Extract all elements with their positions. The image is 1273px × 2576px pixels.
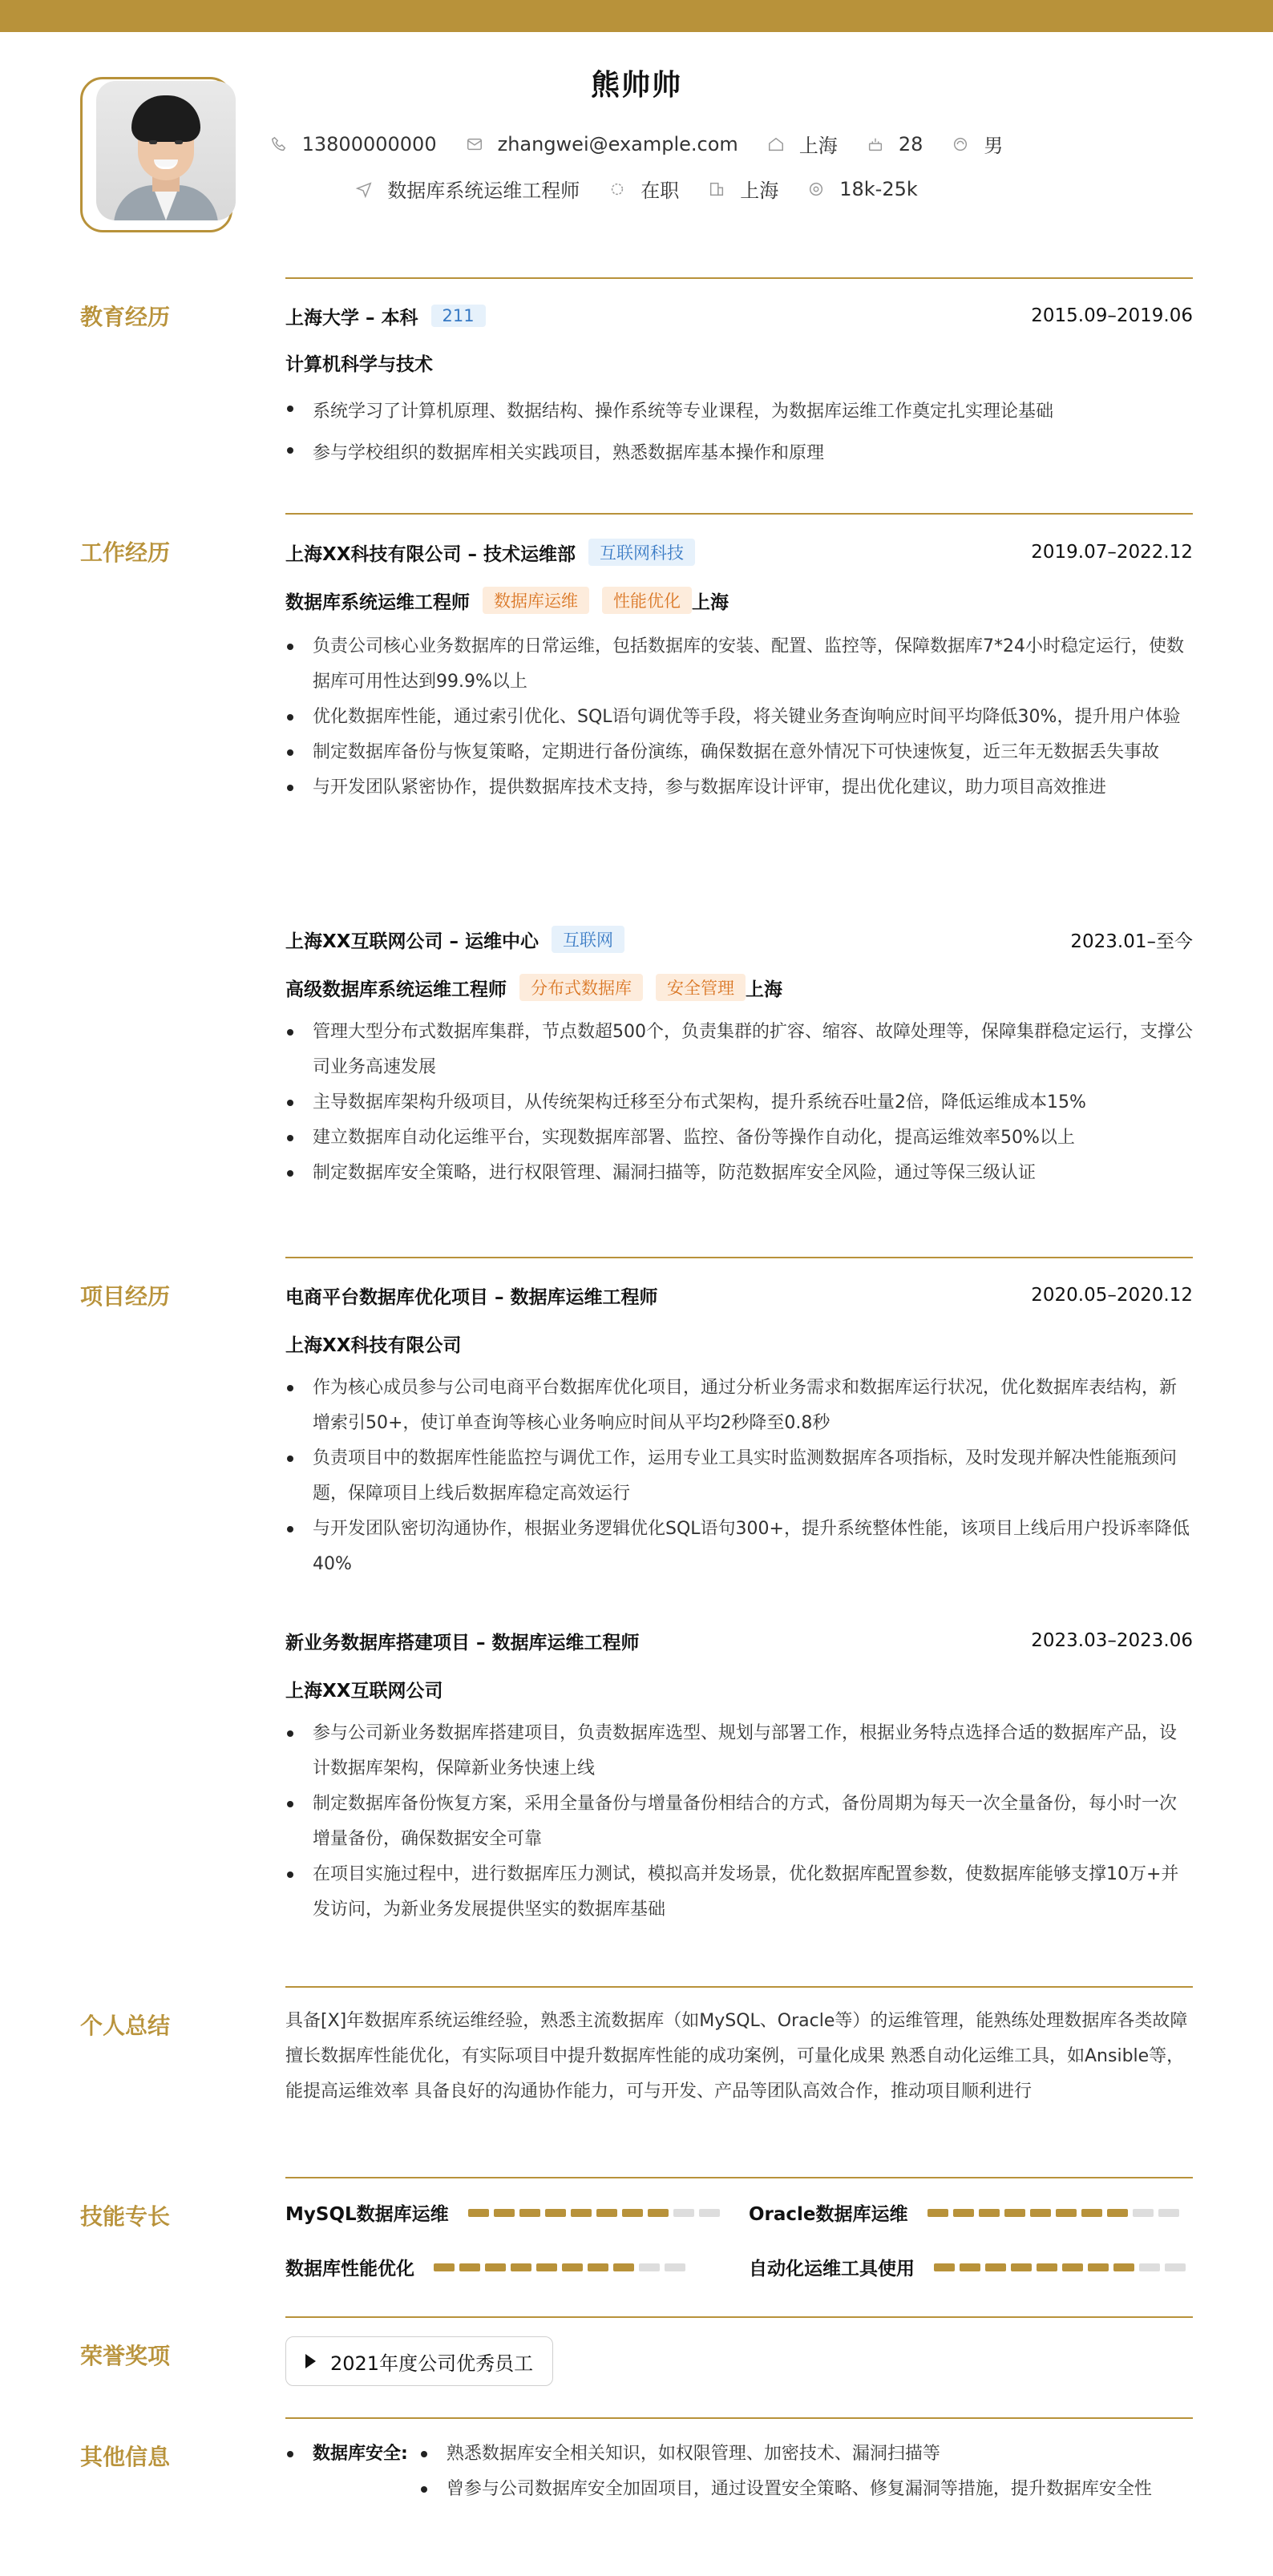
projects-title: 项目经历 bbox=[80, 1283, 171, 1310]
email-text: zhangwei@example.com bbox=[497, 132, 738, 155]
job-location: 上海 bbox=[746, 979, 782, 1000]
skill-seg-filled bbox=[1062, 2263, 1083, 2271]
job-entry bbox=[285, 538, 1193, 806]
age-text: 28 bbox=[898, 132, 923, 155]
project-company: 上海XX科技有限公司 bbox=[285, 1334, 462, 1356]
job-intent-row bbox=[0, 175, 1273, 203]
job-company: 上海XX互联网公司 – 运维中心 bbox=[285, 931, 539, 952]
list-item: 制定数据库安全策略，进行权限管理、漏洞扫描等，防范数据库安全风险，通过等保三级认证 bbox=[285, 1156, 1193, 1191]
play-triangle-icon bbox=[305, 2354, 316, 2368]
education-date: 2015.09–2019.06 bbox=[1031, 305, 1193, 326]
job-date: 2019.07–2022.12 bbox=[1031, 542, 1193, 563]
job-tag: 数据库运维 bbox=[483, 587, 589, 614]
skill-seg-filled bbox=[485, 2263, 506, 2271]
skill-seg-filled bbox=[1107, 2209, 1128, 2217]
status-icon bbox=[608, 180, 626, 198]
award-text: 2021年度公司优秀员工 bbox=[330, 2352, 534, 2375]
education-divider bbox=[285, 277, 1193, 279]
building-icon bbox=[708, 180, 725, 198]
skill-item bbox=[285, 2254, 690, 2280]
skill-seg-filled bbox=[985, 2263, 1006, 2271]
other-title: 其他信息 bbox=[80, 2444, 171, 2470]
list-item: 负责项目中的数据库性能监控与调优工作，运用专业工具实时监测数据库各项指标，及时发现并解决性能瓶颈问题，保障项目上线后数据库稳定高效运行 bbox=[285, 1441, 1193, 1512]
skill-seg-filled bbox=[1113, 2263, 1134, 2271]
phone-text: 13800000000 bbox=[301, 132, 437, 155]
projects-divider bbox=[285, 1257, 1193, 1258]
skill-seg-filled bbox=[459, 2263, 480, 2271]
skill-seg-filled bbox=[648, 2209, 669, 2217]
school-tag: 211 bbox=[431, 305, 486, 327]
list-item: 制定数据库备份恢复方案，采用全量备份与增量备份相结合的方式，备份周期为每天一次全量备份，每小时一次增量备份，确保数据安全可靠 bbox=[285, 1787, 1193, 1857]
skill-seg-filled bbox=[927, 2209, 948, 2217]
skill-name: MySQL数据库运维 bbox=[285, 2204, 449, 2225]
city-text: 上海 bbox=[798, 135, 838, 157]
skills-title: 技能专长 bbox=[80, 2203, 171, 2230]
other-divider bbox=[285, 2417, 1193, 2419]
list-item: 熟悉数据库安全相关知识，如权限管理、加密技术、漏洞扫描等 bbox=[419, 2437, 1193, 2472]
job-role: 数据库系统运维工程师 bbox=[285, 592, 470, 613]
skill-seg-filled bbox=[1037, 2263, 1057, 2271]
skill-seg-empty bbox=[1165, 2263, 1186, 2271]
skill-seg-empty bbox=[699, 2209, 720, 2217]
skill-seg-empty bbox=[1139, 2263, 1160, 2271]
job-date: 2023.01–至今 bbox=[1070, 931, 1193, 952]
skill-seg-filled bbox=[1056, 2209, 1077, 2217]
job-role: 高级数据库系统运维工程师 bbox=[285, 979, 507, 1000]
list-item: 系统学习了计算机原理、数据结构、操作系统等专业课程，为数据库运维工作奠定扎实理论基础 bbox=[285, 391, 1193, 433]
major-name: 计算机科学与技术 bbox=[285, 353, 433, 375]
project-date: 2023.03–2023.06 bbox=[1031, 1630, 1193, 1651]
skill-seg-empty bbox=[639, 2263, 660, 2271]
school-name: 上海大学 – 本科 bbox=[285, 307, 418, 329]
position-text: 数据库系统运维工程师 bbox=[387, 180, 580, 202]
list-item: 主导数据库架构升级项目，从传统架构迁移至分布式架构，提升系统吞吐量2倍，降低运维成本15% bbox=[285, 1085, 1193, 1120]
skill-seg-filled bbox=[1030, 2209, 1051, 2217]
skill-seg-filled bbox=[562, 2263, 583, 2271]
skill-name: 自动化运维工具使用 bbox=[749, 2259, 915, 2279]
list-item: 优化数据库性能，通过索引优化、SQL语句调优等手段，将关键业务查询响应时间平均降低30%，提升用户体验 bbox=[285, 700, 1193, 735]
skill-seg-filled bbox=[622, 2209, 643, 2217]
gender-text: 男 bbox=[984, 135, 1004, 157]
job-entry bbox=[285, 925, 1193, 1191]
honors-title: 荣誉奖项 bbox=[80, 2343, 171, 2369]
skill-seg-filled bbox=[468, 2209, 489, 2217]
skill-seg-filled bbox=[1081, 2209, 1102, 2217]
skill-seg-filled bbox=[571, 2209, 592, 2217]
home-icon bbox=[767, 135, 785, 153]
work-title: 工作经历 bbox=[80, 539, 171, 566]
skill-name: 数据库性能优化 bbox=[285, 2259, 414, 2279]
work-city-text: 上海 bbox=[740, 180, 779, 202]
skill-seg-filled bbox=[1088, 2263, 1109, 2271]
list-item: 与开发团队密切沟通协作，根据业务逻辑优化SQL语句300+，提升系统整体性能，该项目上线后用户投诉率降低40% bbox=[285, 1512, 1193, 1582]
award-badge bbox=[285, 2336, 553, 2386]
list-item: 与开发团队紧密协作，提供数据库技术支持，参与数据库设计评审，提出优化建议，助力项目高效推进 bbox=[285, 770, 1193, 806]
skill-seg-filled bbox=[536, 2263, 557, 2271]
summary-divider bbox=[285, 1986, 1193, 1988]
job-location: 上海 bbox=[692, 592, 729, 613]
send-icon bbox=[355, 180, 373, 198]
list-item: 制定数据库备份与恢复策略，定期进行备份演练，确保数据在意外情况下可快速恢复，近三年无数据丢失事故 bbox=[285, 735, 1193, 770]
skill-seg-filled bbox=[588, 2263, 608, 2271]
skill-seg-empty bbox=[665, 2263, 685, 2271]
skill-level-bar bbox=[927, 2209, 1184, 2217]
list-item: 参与学校组织的数据库相关实践项目，熟悉数据库基本操作和原理 bbox=[285, 433, 1193, 474]
list-item: 作为核心成员参与公司电商平台数据库优化项目，通过分析业务需求和数据库运行状况，优化数据库表结构，新增索引50+，使订单查询等核心业务响应时间从平均2秒降至0.8秒 bbox=[285, 1371, 1193, 1441]
skill-seg-filled bbox=[613, 2263, 634, 2271]
status-text: 在职 bbox=[641, 180, 680, 202]
skill-item bbox=[749, 2254, 1190, 2280]
skills-divider bbox=[285, 2177, 1193, 2178]
skill-seg-empty bbox=[1158, 2209, 1179, 2217]
job-company: 上海XX科技有限公司 – 技术运维部 bbox=[285, 543, 576, 565]
salary-text: 18k-25k bbox=[839, 177, 918, 200]
other-label: 数据库安全: bbox=[313, 2444, 408, 2464]
honors-divider bbox=[285, 2316, 1193, 2318]
job-industry-tag: 互联网 bbox=[552, 926, 624, 953]
phone-icon bbox=[270, 135, 288, 153]
skill-seg-filled bbox=[979, 2209, 1000, 2217]
list-item: 负责公司核心业务数据库的日常运维，包括数据库的安装、配置、监控等，保障数据库7*24小时稳定运行，使数据库可用性达到99.9%以上 bbox=[285, 629, 1193, 700]
skill-seg-filled bbox=[953, 2209, 974, 2217]
mail-icon bbox=[466, 135, 483, 153]
salary-icon bbox=[807, 180, 825, 198]
skill-item bbox=[285, 2199, 725, 2226]
list-item: 曾参与公司数据库安全加固项目，通过设置安全策略、修复漏洞等措施，提升数据库安全性 bbox=[419, 2472, 1193, 2507]
summary-text: 具备[X]年数据库系统运维经验，熟悉主流数据库（如MySQL、Oracle等）的运维管理，能熟练处理数据库各类故障 擅长数据库性能优化，有实际项目中提升数据库性能的成功案例，可量化成果 熟悉自动化运维工具，如Ansible等，能提高运维效率 具备良好的沟通协作能力，可与开发、产品等团队高效合作，推动项目顺利进行 bbox=[285, 2011, 1188, 2102]
job-tag: 安全管理 bbox=[656, 974, 746, 1001]
job-tag: 性能优化 bbox=[602, 587, 692, 614]
top-accent-bar bbox=[0, 0, 1273, 32]
skill-item bbox=[749, 2199, 1184, 2226]
summary-title: 个人总结 bbox=[80, 2013, 171, 2039]
job-tag: 分布式数据库 bbox=[519, 974, 643, 1001]
contact-row bbox=[0, 130, 1273, 158]
list-item: 参与公司新业务数据库搭建项目，负责数据库选型、规划与部署工作，根据业务特点选择合适的数据库产品，设计数据库架构，保障新业务快速上线 bbox=[285, 1716, 1193, 1787]
skill-seg-empty bbox=[673, 2209, 694, 2217]
project-name: 新业务数据库搭建项目 – 数据库运维工程师 bbox=[285, 1632, 640, 1653]
project-name: 电商平台数据库优化项目 – 数据库运维工程师 bbox=[285, 1286, 658, 1308]
skill-level-bar bbox=[934, 2263, 1190, 2271]
job-industry-tag: 互联网科技 bbox=[588, 539, 695, 566]
skill-seg-empty bbox=[1133, 2209, 1154, 2217]
skill-seg-filled bbox=[494, 2209, 515, 2217]
skill-seg-filled bbox=[934, 2263, 955, 2271]
project-date: 2020.05–2020.12 bbox=[1031, 1285, 1193, 1306]
education-title: 教育经历 bbox=[80, 304, 171, 330]
cake-icon bbox=[867, 135, 884, 153]
skill-seg-filled bbox=[434, 2263, 455, 2271]
project-entry bbox=[285, 1281, 1193, 1582]
skill-seg-filled bbox=[1004, 2209, 1025, 2217]
skill-level-bar bbox=[468, 2209, 725, 2217]
skill-name: Oracle数据库运维 bbox=[749, 2204, 908, 2225]
list-item: 管理大型分布式数据库集群，节点数超500个，负责集群的扩容、缩容、故障处理等，保障集群稳定运行，支撑公司业务高速发展 bbox=[285, 1015, 1193, 1085]
skill-seg-filled bbox=[511, 2263, 531, 2271]
list-item: 在项目实施过程中，进行数据库压力测试，模拟高并发场景，优化数据库配置参数，使数据库能够支撑10万+并发访问，为新业务发展提供坚实的数据库基础 bbox=[285, 1857, 1193, 1928]
gender-icon bbox=[952, 135, 969, 153]
skill-seg-filled bbox=[960, 2263, 980, 2271]
work-divider bbox=[285, 513, 1193, 515]
skill-seg-filled bbox=[545, 2209, 566, 2217]
skill-seg-filled bbox=[519, 2209, 540, 2217]
skill-seg-filled bbox=[596, 2209, 617, 2217]
skill-seg-filled bbox=[1011, 2263, 1032, 2271]
project-company: 上海XX互联网公司 bbox=[285, 1680, 443, 1702]
skill-level-bar bbox=[434, 2263, 690, 2271]
candidate-name: 熊帅帅 bbox=[590, 69, 682, 102]
project-entry bbox=[285, 1626, 1193, 1928]
list-item: 建立数据库自动化运维平台，实现数据库部署、监控、备份等操作自动化，提高运维效率50%以上 bbox=[285, 1120, 1193, 1156]
